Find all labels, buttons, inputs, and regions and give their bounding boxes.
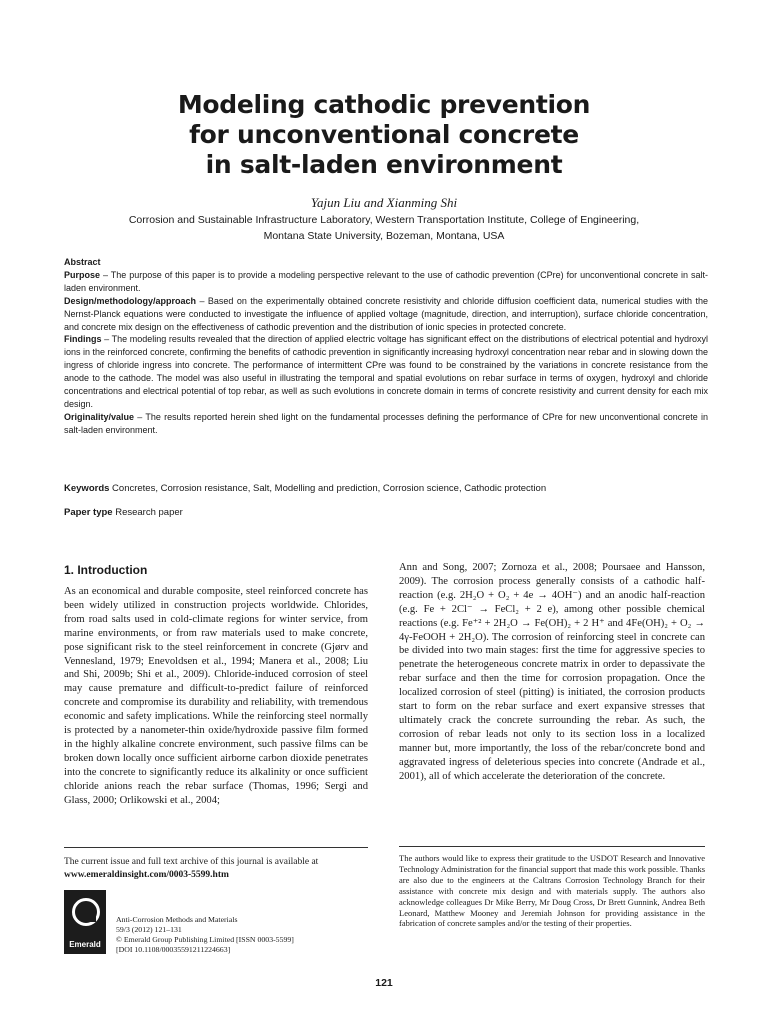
logo-text: Emerald	[69, 940, 101, 949]
affiliation-line-1: Corrosion and Sustainable Infrastructure Laboratory, Western Transportation Institute, College of Engineering,	[128, 214, 640, 226]
abstract-purpose: Purpose – The purpose of this paper is to provide a modeling perspective relevant to the use of cathodic prevention (CPre) for unconventional concrete in salt-laden environment.	[64, 269, 708, 293]
emerald-logo	[64, 890, 106, 954]
paper-type	[64, 506, 708, 519]
body-paragraph-right: Ann and Song, 2007; Zornoza et al., 2008; Poursaee and Hansson, 2009). The corrosion process generally consists of a cathodic half-reaction (e.g. 2H₂O + O₂ + 4e → 4OH⁻) and an anodic half-reaction (e.g. Fe + 2Cl⁻ → FeCl₂ + 2 e), among other possible chemical reactions (e.g. Fe⁺² + 2H₂O → Fe(OH)₂ + 2 H⁺ and 4Fe(OH)₂ + O₂ → 4γ-FeOOH + 2H₂O). The corrosion of reinforcing steel in concrete can be divided into two main stages: first the time for aggressive species to penetrate the heterogeneous concrete matrix in order to depassivate the rebar surface and then the time for corrosion propagation. Once the localized corrosion of steel (pitting) is initiated, the corrosion products start to form on the rebar surface and exert expansive stresses that ultimately crack the concrete surrounding the rebar. As such, the corrosion of rebar leads not only to its section loss in a localized manner but, more importantly, the loss of the rebar/concrete bond and aggravated ingress of deleterious species into concrete (Andrade et al., 2001), all of which accelerate the deterioration of the concrete.	[399, 562, 705, 782]
title-line-2: for unconventional concrete	[189, 120, 579, 149]
page-number: 121	[375, 977, 393, 989]
section-heading: 1. Introduction	[64, 563, 148, 577]
journal-line-4: [DOI 10.1108/00035591211224663]	[116, 945, 231, 954]
left-footer-rule	[64, 847, 368, 848]
abstract-findings: Findings – The modeling results revealed that the direction of applied electric voltage has significant effect on the distributions of electrical potential and hydroxyl ions in the reinforced concrete, confirming the benefits of cathodic prevention in significantly increasing hydroxyl concentration near rebar and in slowing down the ingress of chloride ingress into concrete. The performance of intermittent CPre was found to be constrained by the variations in concrete resistance from the anode to the cathode. The model was also useful in illustrating the temporal and spatial evolutions on rebar surface in terms of oxygen, hydroxyl and chloride concentrations and electrical potential of top rebar, as well as such evolutions in concrete domain in terms of concrete resistivity and current density for each mix design.	[64, 334, 708, 409]
archive-note	[64, 856, 368, 882]
title-line-3: in salt-laden environment	[205, 150, 563, 179]
keywords-label: Keywords	[64, 483, 110, 494]
keywords-text: Concretes, Corrosion resistance, Salt, Modelling and prediction, Corrosion science, Cathodic protection	[112, 483, 547, 494]
journal-line-1: Anti-Corrosion Methods and Materials	[116, 915, 238, 924]
archive-url[interactable]: www.emeraldinsight.com/0003-5599.htm	[64, 870, 229, 880]
abstract-design: Design/methodology/approach – Based on the experimentally obtained concrete resistivity and chloride diffusion coefficient data, numerical studies with the Nernst-Planck equations were conducted to investigate the influence of applied voltage (magnitude, direction, and interruption), surface chloride concentration, and concrete mix design on the effectiveness of cathodic prevention and the distribution of ionic species in protected concrete.	[64, 295, 708, 332]
affiliation	[60, 212, 708, 244]
authors: Yajun Liu and Xianming Shi	[310, 195, 458, 210]
paper-title	[120, 90, 648, 180]
acknowledgement: The authors would like to express their gratitude to the USDOT Research and Innovative Technology Administration for the financial support that made this work possible. Thanks are also due to the engineers at the Caltrans Corrosion Technology Branch for their assistance with concrete mix design and with materials supply. The authors also acknowledge colleagues Dr Mike Berry, Mr Doug Cross, Dr Brett Gunnink, Andrea Beth Leonard, Matthew Mooney and Jeremiah Johnson for providing assistance in the fabrication of concrete samples and/or the testing of their properties.	[399, 853, 705, 929]
abstract-heading: Abstract	[64, 257, 101, 267]
body-column-right	[399, 561, 705, 784]
journal-line-2: 59/3 (2012) 121–131	[116, 925, 182, 934]
paper-type-label: Paper type	[64, 507, 113, 518]
archive-note-text: The current issue and full text archive of this journal is available at	[64, 857, 319, 867]
affiliation-line-2: Montana State University, Bozeman, Montana, USA	[263, 230, 505, 242]
title-line-1: Modeling cathodic prevention	[177, 90, 591, 119]
body-paragraph-left: As an economical and durable composite, steel reinforced concrete has been widely utilized in construction projects worldwide. Chlorides, from road salts used in cold-climate regions for winter service, from marine environments, or from raw materials used to make concrete, pose significant risk to the steel reinforcement in concrete (Gjørv and Vennesland, 1979; Enevoldsen et al., 1994; Manera et al., 2008; Liu and Shi, 2009b; Shi et al., 2009). Chloride-induced corrosion of steel may cause premature and difficult-to-predict failure of reinforced concrete and compromise its durability and reliability, with tremendous economic and safety implications. While the reinforcing steel normally is protected by a nanometer-thin oxide/hydroxide passive film formed in the highly alkaline concrete environment, such passive films can be broken down locally once sufficient airborne carbon dioxide penetrates into the concrete to significantly reduce its alkalinity or once sufficient chloride anions reach the rebar surface (Thomas, 1996; Sergi and Glass, 2000; Orlikowski et al., 2004;	[64, 586, 368, 806]
right-footer-rule	[399, 846, 705, 847]
abstract-originality: Originality/value – The results reported herein shed light on the fundamental processes defining the performance of CPre for new unconventional concrete in salt-laden environment.	[64, 411, 708, 435]
journal-info	[116, 915, 366, 955]
journal-line-3: © Emerald Group Publishing Limited [ISSN 0003-5599]	[116, 935, 294, 944]
paper-type-text: Research paper	[115, 507, 183, 518]
body-column-left	[64, 585, 368, 808]
abstract	[64, 256, 708, 437]
keywords	[64, 482, 708, 495]
